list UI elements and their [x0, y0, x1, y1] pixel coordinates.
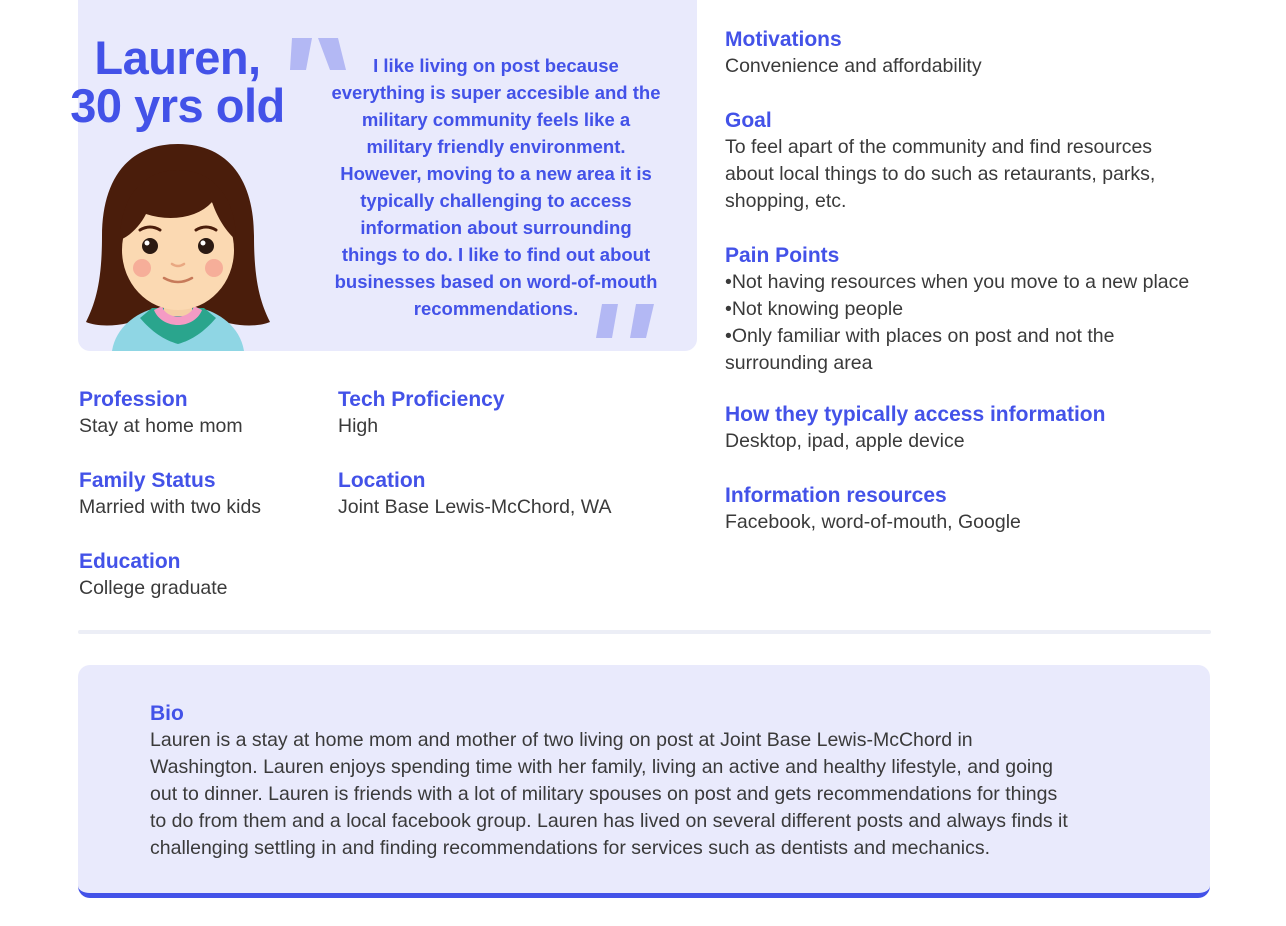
- bio-text: [150, 727, 1150, 862]
- location-label: Location: [338, 469, 426, 492]
- bio-line: to do from them and a local facebook group. Lauren has lived on several different posts and always finds it: [150, 810, 1068, 832]
- family-status-value: Married with two kids: [79, 496, 262, 518]
- avatar-illustration-icon: [86, 140, 270, 351]
- pain-point-item: •Not knowing people: [725, 298, 904, 320]
- profession-value: Stay at home mom: [79, 415, 243, 437]
- info-resources-line: Facebook, word-of-mouth, Google: [725, 511, 1021, 533]
- pain-points-label: Pain Points: [725, 244, 840, 267]
- bio-line: Washington. Lauren enjoys spending time with her family, living an active and healthy lifestyle, and going: [150, 756, 1053, 778]
- family-status-field: [79, 467, 261, 521]
- motivations-line: Convenience and affordability: [725, 55, 982, 77]
- pain-point-item: surrounding area: [725, 352, 873, 374]
- quote-line: I like living on post because: [373, 55, 619, 76]
- profession-field: [79, 386, 243, 440]
- access-info-value: [725, 428, 1105, 455]
- goal-field: [725, 107, 1155, 215]
- bio-line: challenging settling in and finding recommendations for services such as dentists and mechanics.: [150, 837, 991, 859]
- quote-line: things to do. I like to find out about: [341, 244, 651, 265]
- bio-card: [78, 665, 1210, 898]
- tech-proficiency-field: [338, 386, 505, 440]
- quote-line: recommendations.: [413, 298, 579, 319]
- goal-value: [725, 134, 1155, 215]
- quote-line: businesses based on word-of-mouth: [334, 271, 658, 292]
- bio-line: out to dinner. Lauren is friends with a lot of military spouses on post and gets recommendations for things: [150, 783, 1058, 805]
- access-info-line: Desktop, ipad, apple device: [725, 430, 965, 452]
- pain-point-item: •Not having resources when you move to a new place: [725, 271, 1190, 293]
- bio-label: Bio: [150, 702, 184, 725]
- quote-line: everything is super accesible and the: [331, 82, 661, 103]
- persona-quote: [318, 52, 674, 322]
- persona-name: [60, 31, 295, 132]
- education-value: College graduate: [79, 577, 228, 599]
- info-resources-label: Information resources: [725, 484, 947, 507]
- pain-point-item: •Only familiar with places on post and not the: [725, 325, 1115, 347]
- bio-line: Lauren is a stay at home mom and mother of two living on post at Joint Base Lewis-McChord in: [150, 729, 973, 751]
- persona-age-line: 30 yrs old: [70, 79, 285, 132]
- education-label: Education: [79, 550, 181, 573]
- section-divider: [78, 630, 1211, 634]
- bio-content: [150, 700, 1150, 862]
- family-status-label: Family Status: [79, 469, 216, 492]
- info-resources-field: [725, 482, 1021, 536]
- quote-line: military community feels like a: [361, 109, 631, 130]
- quote-line: typically challenging to access: [360, 190, 632, 211]
- tech-proficiency-value: High: [338, 415, 379, 437]
- info-resources-value: [725, 509, 1021, 536]
- location-field: [338, 467, 611, 521]
- quote-line: military friendly environment.: [366, 136, 626, 157]
- goal-line: about local things to do such as retaurants, parks,: [725, 163, 1156, 185]
- quote-line: information about surrounding: [360, 217, 632, 238]
- goal-line: To feel apart of the community and find resources: [725, 136, 1153, 158]
- access-info-label: How they typically access information: [725, 403, 1106, 426]
- goal-label: Goal: [725, 109, 772, 132]
- goal-line: shopping, etc.: [725, 190, 847, 212]
- pain-points-value: [725, 269, 1189, 377]
- access-info-field: [725, 401, 1105, 455]
- education-field: [79, 548, 228, 602]
- quote-line: However, moving to a new area it is: [340, 163, 652, 184]
- location-value: Joint Base Lewis-McChord, WA: [338, 496, 612, 518]
- motivations-field: [725, 26, 982, 80]
- pain-points-field: [725, 242, 1189, 377]
- motivations-value: [725, 53, 982, 80]
- tech-proficiency-label: Tech Proficiency: [338, 388, 505, 411]
- persona-name-line: Lauren,: [94, 31, 261, 84]
- profession-label: Profession: [79, 388, 188, 411]
- motivations-label: Motivations: [725, 28, 842, 51]
